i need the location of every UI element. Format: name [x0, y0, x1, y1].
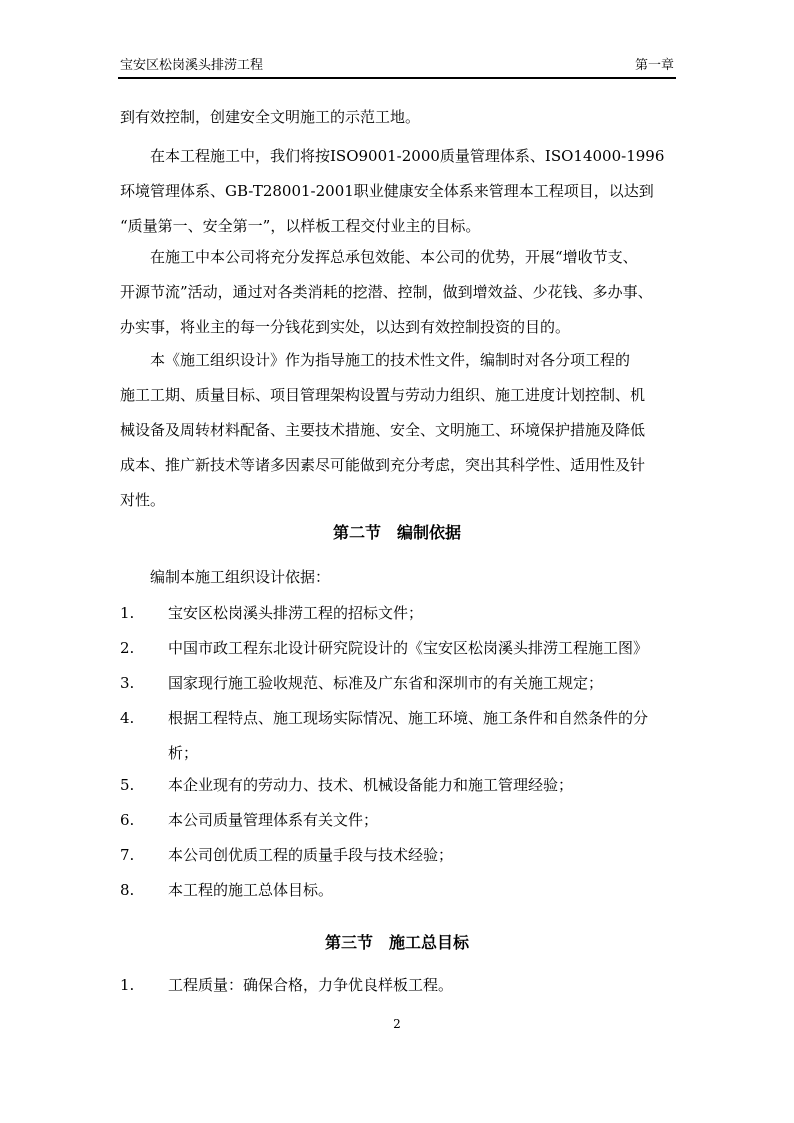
list-item-text: 中国市政工程东北设计研究院设计的《宝安区松岗溪头排涝工程施工图》	[168, 639, 649, 657]
page-header	[118, 56, 676, 76]
section-heading: 第三节 施工总目标	[324, 933, 469, 952]
list-item-number: 8.	[120, 881, 135, 899]
body-paragraph	[120, 343, 676, 518]
body-paragraph	[120, 100, 676, 135]
list-item-number: 7.	[120, 846, 135, 864]
list-item-number: 5.	[120, 776, 135, 794]
header-divider	[118, 77, 676, 79]
list-item-text-continued: 析；	[168, 744, 199, 762]
page-number: 2	[393, 1017, 401, 1031]
paragraph-line: 办实事，将业主的每一分钱花到实处，以达到有效控制投资的目的。	[120, 318, 571, 336]
list-item-text: 本公司创优质工程的质量手段与技术经验；	[168, 846, 454, 864]
paragraph-line: 对性。	[120, 491, 166, 509]
list-item-text: 国家现行施工验收规范、标准及广东省和深圳市的有关施工规定；	[168, 674, 604, 692]
list-item-number: 3.	[120, 674, 135, 692]
paragraph-line: 成本、推广新技术等诸多因素尽可能做到充分考虑，突出其科学性、适用性及针	[120, 456, 646, 474]
list-item-text: 根据工程特点、施工现场实际情况、施工环境、施工条件和自然条件的分	[168, 709, 649, 727]
paragraph-line: 施工工期、质量目标、项目管理架构设置与劳动力组织、施工进度计划控制、机	[120, 386, 646, 404]
list-item-number: 4.	[120, 709, 135, 727]
paragraph-line: 开源节流”活动，通过对各类消耗的挖潜、控制，做到增效益、少花钱、多办事、	[120, 283, 653, 301]
paragraph-line: 环境管理体系、GB-T28001-2001职业健康安全体系来管理本工程项目，以达到	[120, 182, 654, 200]
list-item-text: 工程质量：确保合格，力争优良样板工程。	[168, 976, 454, 994]
paragraph-line: 到有效控制，创建安全文明施工的示范工地。	[120, 108, 421, 126]
section-heading: 第二节 编制依据	[332, 523, 461, 542]
paragraph-line: 械设备及周转材料配备、主要技术措施、安全、文明施工、环境保护措施及降低	[120, 421, 646, 439]
body-paragraph	[120, 240, 676, 345]
list-item-number: 6.	[120, 811, 135, 829]
header-project-name: 宝安区松岗溪头排涝工程	[120, 58, 264, 73]
body-paragraph	[120, 139, 676, 244]
paragraph-line: 在本工程施工中，我们将按ISO9001-2000质量管理体系、ISO14000-1996	[120, 147, 665, 165]
header-chapter: 第一章	[634, 58, 674, 73]
section-intro	[120, 560, 676, 595]
list-item-number: 2.	[120, 639, 135, 657]
paragraph-line: “质量第一、安全第一”，以样板工程交付业主的目标。	[120, 217, 481, 235]
list-item	[120, 701, 676, 771]
paragraph-line: 编制本施工组织设计依据：	[120, 568, 331, 586]
list-item-number: 1.	[120, 604, 135, 622]
list-item-text: 本公司质量管理体系有关文件；	[168, 811, 379, 829]
paragraph-line: 本《施工组织设计》作为指导施工的技术性文件，编制时对各分项工程的	[120, 351, 631, 369]
list-item-number: 1.	[120, 976, 135, 994]
list-item-text: 本工程的施工总体目标。	[168, 881, 334, 899]
list-item-text: 本企业现有的劳动力、技术、机械设备能力和施工管理经验；	[168, 776, 574, 794]
list-item-text: 宝安区松岗溪头排涝工程的招标文件；	[168, 604, 424, 622]
paragraph-line: 在施工中本公司将充分发挥总承包效能、本公司的优势，开展“增收节支、	[120, 248, 638, 266]
